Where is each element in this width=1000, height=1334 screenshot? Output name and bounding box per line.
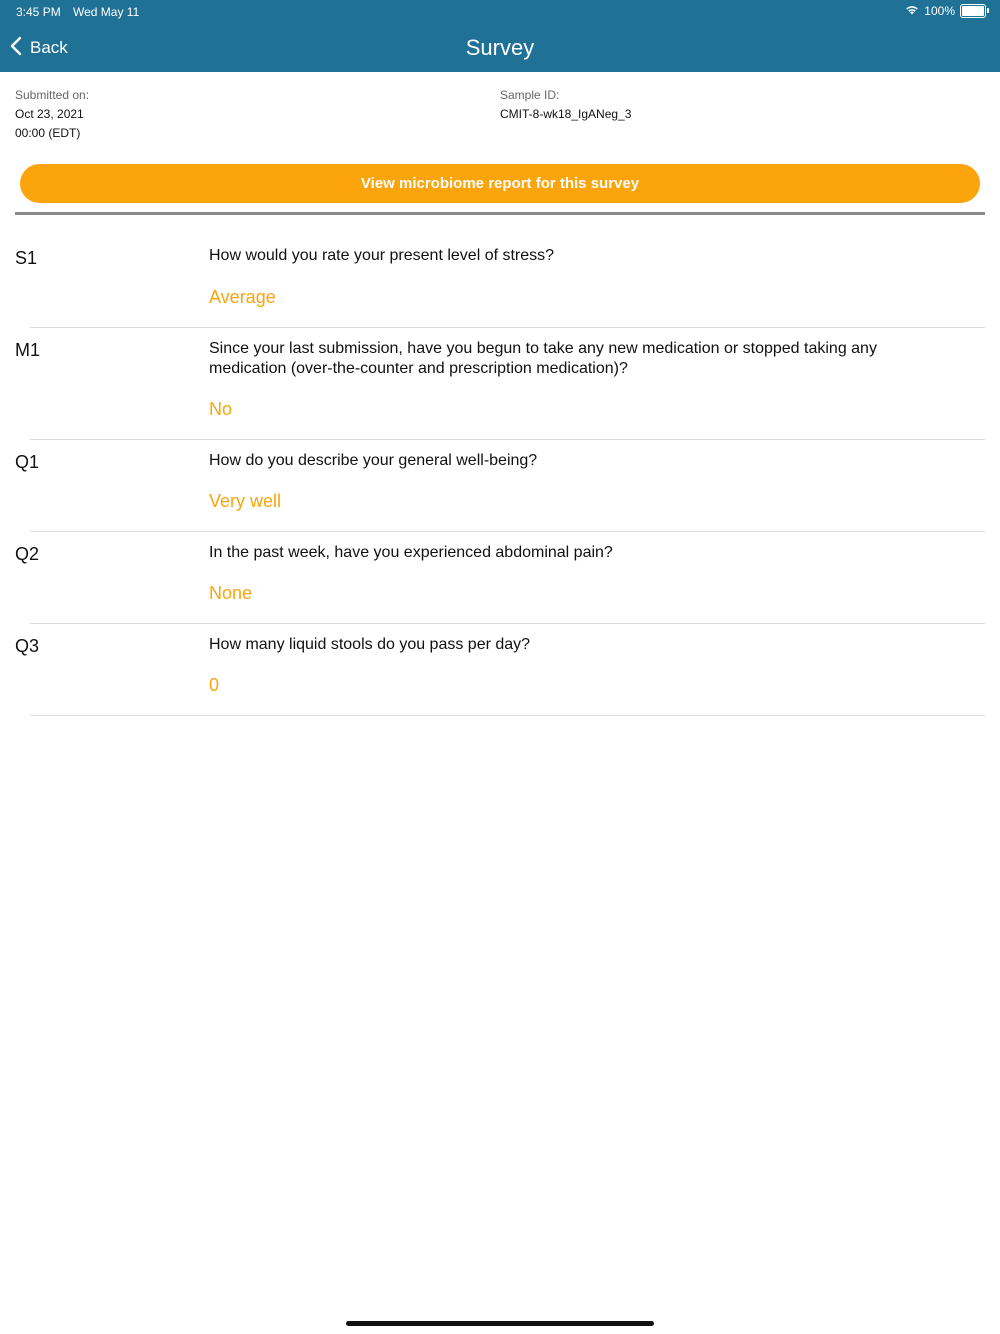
view-report-button[interactable]: View microbiome report for this survey (20, 164, 980, 203)
question-text: How many liquid stools do you pass per day? (209, 636, 531, 653)
question-answer: Average (209, 287, 276, 307)
question-id: Q3 (15, 636, 40, 656)
submitted-label: Submitted on: (15, 88, 90, 102)
status-right (905, 4, 986, 18)
question-row (0, 624, 1000, 716)
question-answer: 0 (209, 675, 220, 695)
question-row (0, 328, 1000, 440)
question-row (0, 440, 1000, 532)
question-id: M1 (15, 340, 41, 360)
question-answer: No (209, 399, 233, 419)
question-answer: Very well (209, 491, 282, 511)
question-id: S1 (15, 248, 38, 268)
question-row (0, 532, 1000, 624)
status-time: 3:45 PM (16, 5, 61, 19)
submitted-date: Oct 23, 2021 (15, 107, 84, 121)
battery-fill (962, 6, 984, 16)
question-id: Q2 (15, 544, 40, 564)
battery-percent: 100% (924, 4, 955, 18)
question-text: How do you describe your general well-being? (209, 452, 538, 469)
question-row (0, 215, 1000, 328)
question-answer: None (209, 583, 253, 603)
row-separator (30, 715, 985, 716)
page-title: Survey (465, 35, 535, 60)
question-text: How would you rate your present level of stress? (209, 247, 555, 264)
submitted-time: 00:00 (EDT) (15, 126, 81, 140)
home-indicator[interactable] (346, 1321, 654, 1326)
wifi-icon (905, 4, 919, 18)
nav-header (0, 0, 1000, 72)
question-list (0, 215, 1000, 716)
status-bar (0, 0, 1000, 24)
battery-icon (960, 4, 986, 18)
sample-id-value: CMIT-8-wk18_IgANeg_3 (500, 107, 632, 121)
back-label: Back (30, 38, 68, 57)
question-text: Since your last submission, have you begun to take any new medication or stopped taking any medication (over-the-counter and prescription medication)? (209, 340, 877, 377)
question-text: In the past week, have you experienced abdominal pain? (209, 544, 613, 561)
sample-id-label: Sample ID: (500, 88, 560, 102)
status-date: Wed May 11 (73, 5, 140, 19)
question-id: Q1 (15, 452, 40, 472)
